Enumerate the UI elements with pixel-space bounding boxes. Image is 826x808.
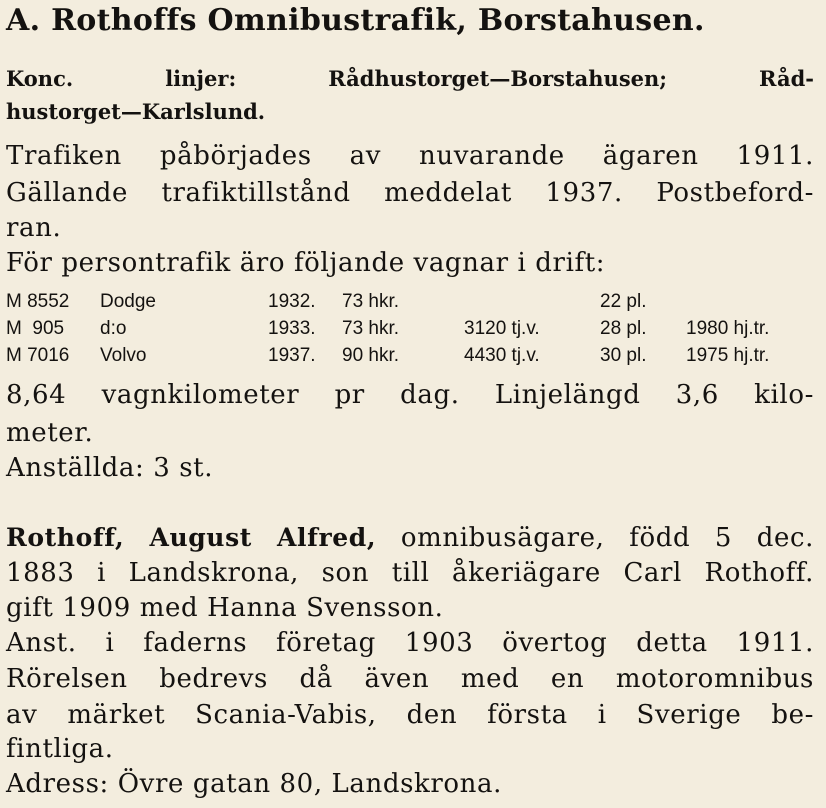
fleet-tare: 4430 tj.v. (464, 345, 540, 366)
routes-text-1: Rådhustorget—Borstahusen; Råd- (328, 66, 814, 91)
routes-line-1 (6, 68, 814, 89)
company-para-line-2: Gällande trafiktillstånd meddelat 1937. Postbeford- (6, 178, 814, 208)
fleet-model: d:o (100, 318, 127, 339)
staff-count: Anställda: 3 st. (6, 453, 214, 483)
fleet-hp: 90 hkr. (342, 345, 400, 366)
company-para-line-1: Trafiken påbörjades av nuvarande ägaren 1911. (6, 141, 814, 171)
fleet-year: 1937. (268, 345, 316, 366)
bio-address: Adress: Övre gatan 80, Landskrona. (6, 769, 502, 799)
fleet-model: Dodge (100, 291, 156, 312)
fleet-hp: 73 hkr. (342, 318, 400, 339)
fleet-reg: M 8552 (6, 291, 70, 312)
routes-line-2: hustorget—Karlslund. (6, 99, 266, 124)
fleet-reg: M 905 (6, 318, 65, 339)
bio-line-1-rest: omnibusägare, född 5 dec. (400, 523, 814, 553)
fleet-seats: 28 pl. (600, 318, 647, 339)
bio-line-3: gift 1909 med Hanna Svensson. (6, 593, 444, 623)
fleet-hp: 73 hkr. (342, 291, 400, 312)
company-para-line-3: ran. (6, 213, 62, 243)
fleet-tare: 3120 tj.v. (464, 318, 540, 339)
bio-line-2: 1883 i Landskrona, son till åkeriägare Carl Rothoff. (6, 558, 814, 588)
bio-line-5: Rörelsen bedrevs då även med en motoromnibus (6, 664, 814, 694)
fleet-reg: M 7016 (6, 345, 70, 366)
bio-line-1 (6, 525, 814, 551)
fleet-year: 1932. (268, 291, 316, 312)
fleet-total: 1980 hj.tr. (686, 318, 770, 339)
fleet-model: Volvo (100, 345, 147, 366)
fleet-total: 1975 hj.tr. (686, 345, 770, 366)
bio-line-4: Anst. i faderns företag 1903 övertog detta 1911. (6, 628, 814, 658)
stats-line-1: 8,64 vagnkilometer pr dag. Linjelängd 3,6 kilo- (6, 380, 814, 410)
bio-name: Rothoff, August Alfred, (6, 523, 377, 552)
routes-label: Konc. linjer: (6, 66, 237, 91)
bio-line-6: av märket Scania-Vabis, den första i Sverige be- (6, 700, 814, 730)
bio-line-7: fintliga. (6, 734, 114, 764)
company-title: A. Rothoffs Omnibustrafik, Borstahusen. (6, 3, 705, 38)
fleet-intro: För persontrafik äro följande vagnar i drift: (6, 248, 606, 278)
fleet-seats: 30 pl. (600, 345, 647, 366)
fleet-year: 1933. (268, 318, 316, 339)
fleet-seats: 22 pl. (600, 291, 647, 312)
stats-line-2: meter. (6, 418, 94, 448)
